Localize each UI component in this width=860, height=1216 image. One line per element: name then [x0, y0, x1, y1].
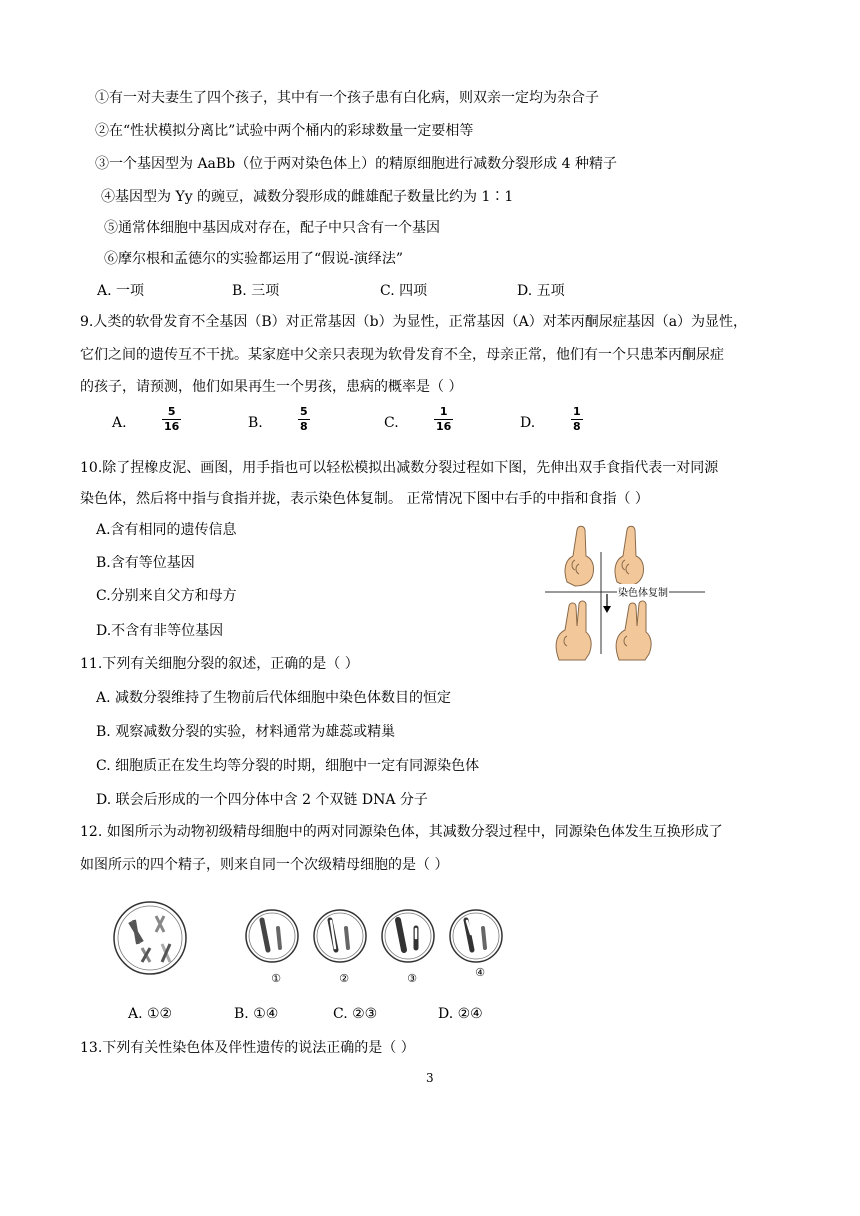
finger-model-figure — [545, 522, 705, 662]
sperm-cell-1 — [246, 910, 298, 962]
q9-option-b-label: B. — [248, 415, 263, 431]
q9-option-d-label: D. — [520, 415, 536, 431]
q8-option-c: C. 四项 — [380, 283, 428, 299]
cell-label-4: ④ — [475, 966, 485, 979]
q10-stem-line-1: 10.除了捏橡皮泥、画图，用手指也可以轻松模拟出减数分裂过程如下图，先伸出双手食指代表一对同源 — [80, 460, 719, 476]
statement-1: ①有一对夫妻生了四个孩子，其中有一个孩子患有白化病，则双亲一定均为杂合子 — [95, 90, 599, 106]
chromosome-illustration — [110, 898, 530, 990]
cell-label-1: ① — [271, 972, 281, 985]
q12-stem-line-1: 12. 如图所示为动物初级精母细胞中的两对同源染色体，其减数分裂过程中，同源染色体发生互换形成了 — [80, 824, 723, 840]
sperm-cell-4 — [450, 910, 502, 962]
statement-2: ②在“性状模拟分离比”试验中两个桶内的彩球数量一定要相等 — [95, 123, 474, 139]
q10-option-a: A.含有相同的遗传信息 — [96, 522, 237, 538]
q12-option-c: C. ②③ — [333, 1006, 378, 1022]
statement-6: ⑥摩尔根和孟德尔的实验都运用了“假说-演绎法” — [104, 251, 404, 267]
chromosome-figure — [110, 898, 530, 990]
cell-label-3: ③ — [407, 972, 417, 985]
q9-option-a-label: A. — [112, 415, 127, 431]
q9-option-b-fraction: 5 8 — [300, 405, 308, 433]
q11-option-b: B. 观察减数分裂的实验，材料通常为雄蕊或精巢 — [96, 724, 396, 740]
q11-option-a: A. 减数分裂维持了生物前后代体细胞中染色体数目的恒定 — [96, 690, 452, 706]
q9-option-c-label: C. — [384, 415, 399, 431]
q8-option-b: B. 三项 — [232, 283, 280, 299]
q11-option-d: D. 联会后形成的一个四分体中含 2 个双链 DNA 分子 — [96, 792, 428, 808]
q12-option-a: A. ①② — [128, 1006, 173, 1022]
q12-option-d: D. ②④ — [438, 1006, 483, 1022]
statement-5: ⑤通常体细胞中基因成对存在，配子中只含有一个基因 — [104, 220, 440, 236]
q12-stem-line-2: 如图所示的四个精子，则来自同一个次级精母细胞的是（ ） — [80, 857, 449, 873]
q9-stem-line-3: 的孩子，请预测，他们如果再生一个男孩，患病的概率是（ ） — [80, 379, 463, 395]
primary-spermatocyte-cell — [114, 902, 186, 974]
q8-option-a: A. 一项 — [97, 283, 145, 299]
q10-option-b: B.含有等位基因 — [96, 555, 195, 571]
q10-stem-line-2: 染色体，然后将中指与食指并拢，表示染色体复制。 正常情况下图中右手的中指和食指（ ） — [80, 491, 649, 507]
q9-option-c-fraction: 1 16 — [436, 405, 452, 433]
q12-option-b: B. ①④ — [234, 1006, 279, 1022]
q11-stem: 11.下列有关细胞分裂的叙述，正确的是（ ） — [80, 656, 359, 672]
cell-label-2: ② — [339, 972, 349, 985]
q10-option-c: C.分别来自父方和母方 — [96, 588, 237, 604]
figure-caption: 染色体复制 — [617, 584, 669, 599]
page-number: 3 — [426, 1071, 434, 1085]
q9-stem-line-1: 9.人类的软骨发育不全基因（B）对正常基因（b）为显性，正常基因（A）对苯丙酮尿症基因（a）为显性， — [80, 314, 748, 330]
sperm-cell-3 — [382, 910, 434, 962]
statement-3: ③一个基因型为 AaBb（位于两对染色体上）的精原细胞进行减数分裂形成 4 种精子 — [95, 156, 617, 172]
q11-option-c: C. 细胞质正在发生均等分裂的时期，细胞中一定有同源染色体 — [96, 758, 480, 774]
q9-option-d-fraction: 1 8 — [573, 405, 581, 433]
q8-option-d: D. 五项 — [517, 283, 565, 299]
q9-option-a-fraction: 5 16 — [164, 405, 180, 433]
q10-option-d: D.不含有非等位基因 — [96, 623, 224, 639]
sperm-cell-2 — [314, 910, 366, 962]
q13-stem: 13.下列有关性染色体及伴性遗传的说法正确的是（ ） — [80, 1040, 415, 1056]
q9-stem-line-2: 它们之间的遗传互不干扰。某家庭中父亲只表现为软骨发育不全，母亲正常，他们有一个只患苯丙酮尿症 — [80, 347, 724, 363]
statement-4: ④基因型为 Yy 的豌豆，减数分裂形成的雌雄配子数量比约为 1∶1 — [101, 189, 514, 205]
